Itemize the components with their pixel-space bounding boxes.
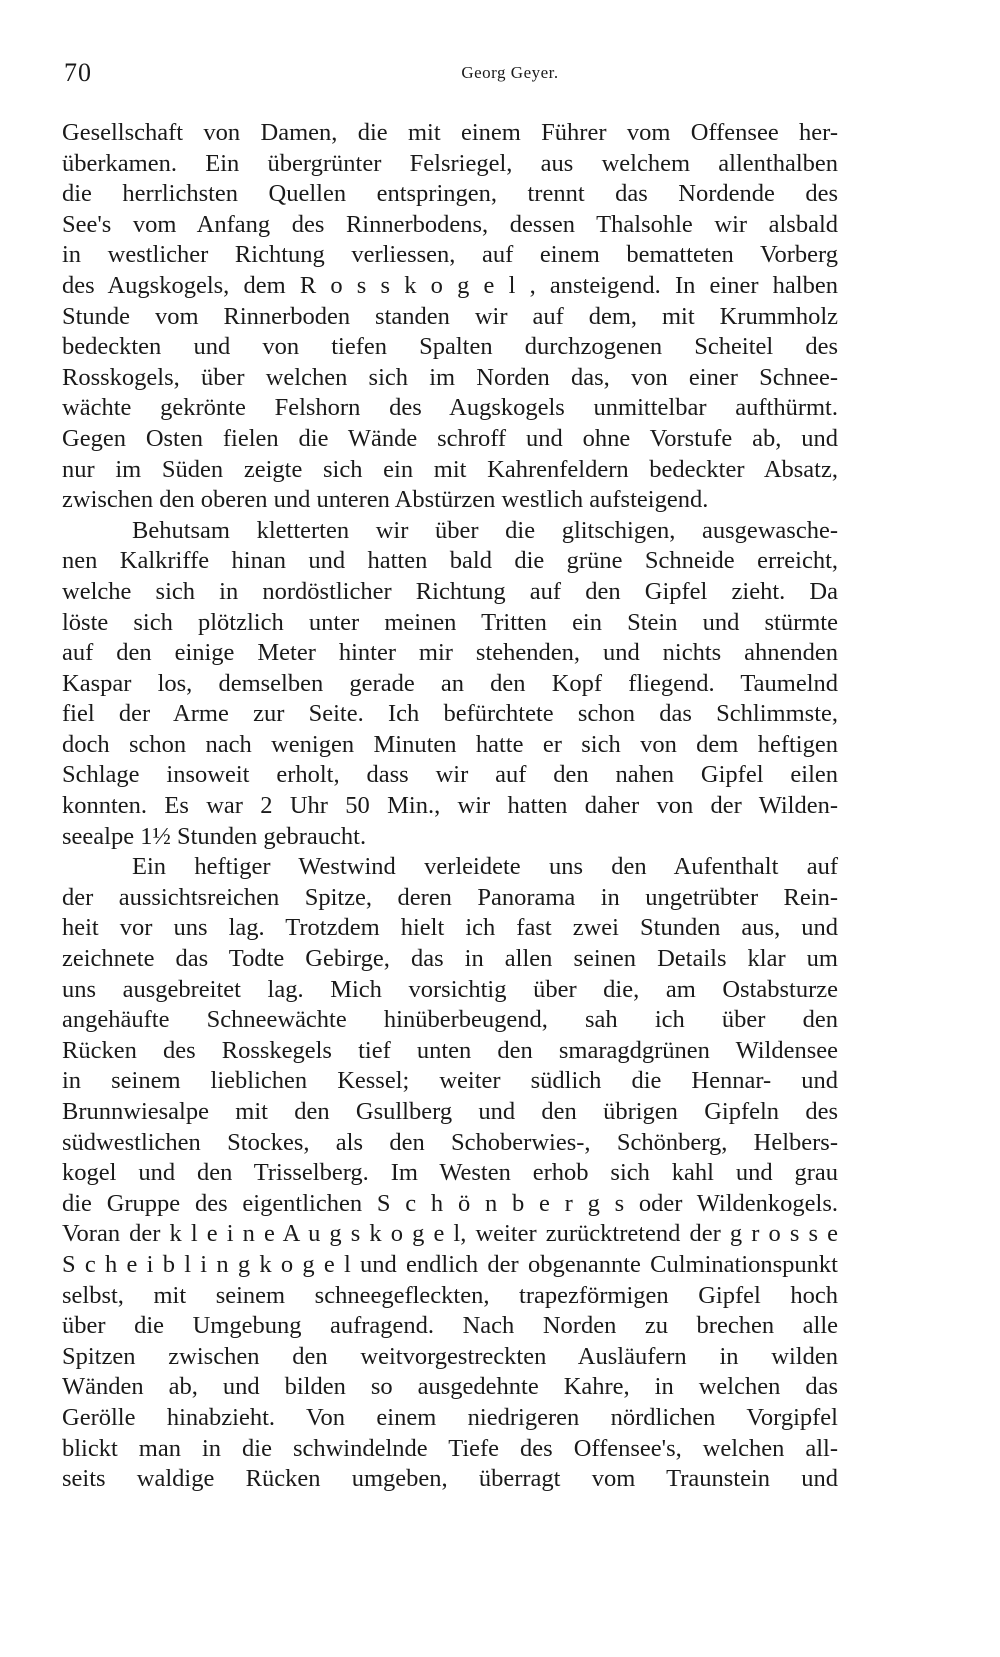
text-line: S c h e i b l i n g k o g e l und endlich der obgenannte Culminationspunkt (62, 1250, 838, 1278)
text-line: Rosskogels, über welchen sich im Norden das, von einer Schnee- (62, 363, 838, 391)
text-line: Ein heftiger Westwind verleidete uns den Aufenthalt auf (132, 853, 838, 881)
text-line: Wänden ab, und bilden so ausgedehnte Kahre, in welchen das (62, 1373, 838, 1401)
text-line: auf den einige Meter hinter mir stehenden, und nichts ahnenden (62, 639, 838, 667)
text-line: heit vor uns lag. Trotzdem hielt ich fast zwei Stunden aus, und (62, 914, 838, 942)
text-line: in westlicher Richtung verliessen, auf einem bematteten Vorberg (62, 241, 838, 269)
text-line: fiel der Arme zur Seite. Ich befürchtete schon das Schlimmste, (62, 700, 838, 728)
text-line: nen Kalkriffe hinan und hatten bald die grüne Schneide erreicht, (62, 547, 838, 575)
text-line: doch schon nach wenigen Minuten hatte er sich von dem heftigen (62, 730, 838, 758)
text-line: der aussichtsreichen Spitze, deren Panorama in ungetrübter Rein- (62, 883, 838, 911)
text-line: die Gruppe des eigentlichen S c h ö n b e r g s oder Wildenkogels. (62, 1189, 838, 1217)
text-line: über die Umgebung aufragend. Nach Norden zu brechen alle (62, 1312, 838, 1340)
text-line: zeichnete das Todte Gebirge, das in allen seinen Details klar um (62, 945, 838, 973)
text-line: uns ausgebreitet lag. Mich vorsichtig über die, am Ostabsturze (62, 975, 838, 1003)
text-line: Gegen Osten fielen die Wände schroff und ohne Vorstufe ab, und (62, 424, 838, 452)
text-line: wächte gekrönte Felshorn des Augskogels unmittelbar aufthürmt. (62, 394, 838, 422)
text-line: konnten. Es war 2 Uhr 50 Min., wir hatten daher von der Wilden- (62, 792, 838, 820)
text-line: Schlage insoweit erholt, dass wir auf den nahen Gipfel eilen (62, 761, 838, 789)
text-line: die herrlichsten Quellen entspringen, trennt das Nordende des (62, 180, 838, 208)
text-line: südwestlichen Stockes, als den Schoberwies-, Schönberg, Helbers- (62, 1128, 838, 1156)
text-line: bedeckten und von tiefen Spalten durchzogenen Scheitel des (62, 333, 838, 361)
text-line: seealpe 1½ Stunden gebraucht. (62, 822, 367, 850)
text-line: zwischen den oberen und unteren Abstürzen westlich aufsteigend. (62, 486, 709, 514)
text-line: kogel und den Trisselberg. Im Westen erhob sich kahl und grau (62, 1159, 838, 1187)
text-line: nur im Süden zeigte sich ein mit Kahrenfeldern bedeckter Absatz, (62, 455, 838, 483)
text-line: Gerölle hinabzieht. Von einem niedrigeren nördlichen Vorgipfel (62, 1403, 838, 1431)
text-line: überkamen. Ein übergrünter Felsriegel, aus welchem allenthalben (62, 149, 838, 177)
text-line: Spitzen zwischen den weitvorgestreckten Ausläufern in wilden (62, 1342, 838, 1370)
body-text (62, 118, 838, 1495)
text-line: Brunnwiesalpe mit den Gsullberg und den übrigen Gipfeln des (62, 1098, 838, 1125)
text-line: löste sich plötzlich unter meinen Tritten ein Stein und stürmte (62, 608, 838, 636)
page-number: 70 (64, 58, 92, 87)
text-line: Behutsam kletterten wir über die glitschigen, ausgewasche- (132, 516, 838, 544)
text-line: Kaspar los, demselben gerade an den Kopf fliegend. Taumelnd (62, 669, 838, 697)
text-line: angehäufte Schneewächte hinüberbeugend, sah ich über den (62, 1006, 838, 1034)
text-line: seits waldige Rücken umgeben, überragt vom Traunstein und (62, 1465, 838, 1493)
text-line: selbst, mit seinem schneegefleckten, trapezförmigen Gipfel hoch (62, 1281, 838, 1309)
text-line: Rücken des Rosskegels tief unten den smaragdgrünen Wildensee (62, 1036, 838, 1064)
text-line: See's vom Anfang des Rinnerbodens, dessen Thalsohle wir alsbald (62, 210, 838, 238)
running-head: Georg Geyer. (461, 63, 559, 82)
text-line: in seinem lieblichen Kessel; weiter südlich die Hennar- und (62, 1067, 838, 1095)
text-line: Voran der k l e i n e A u g s k o g e l, weiter zurücktretend der g r o s s e (62, 1220, 838, 1248)
text-line: welche sich in nordöstlicher Richtung auf den Gipfel zieht. Da (62, 577, 838, 605)
text-line: des Augskogels, dem R o s s k o g e l , ansteigend. In einer halben (62, 271, 838, 299)
text-line: Stunde vom Rinnerboden standen wir auf dem, mit Krummholz (62, 302, 838, 330)
text-line: Gesellschaft von Damen, die mit einem Führer vom Offensee her- (62, 119, 838, 146)
text-line: blickt man in die schwindelnde Tiefe des Offensee's, welchen all- (62, 1434, 838, 1462)
